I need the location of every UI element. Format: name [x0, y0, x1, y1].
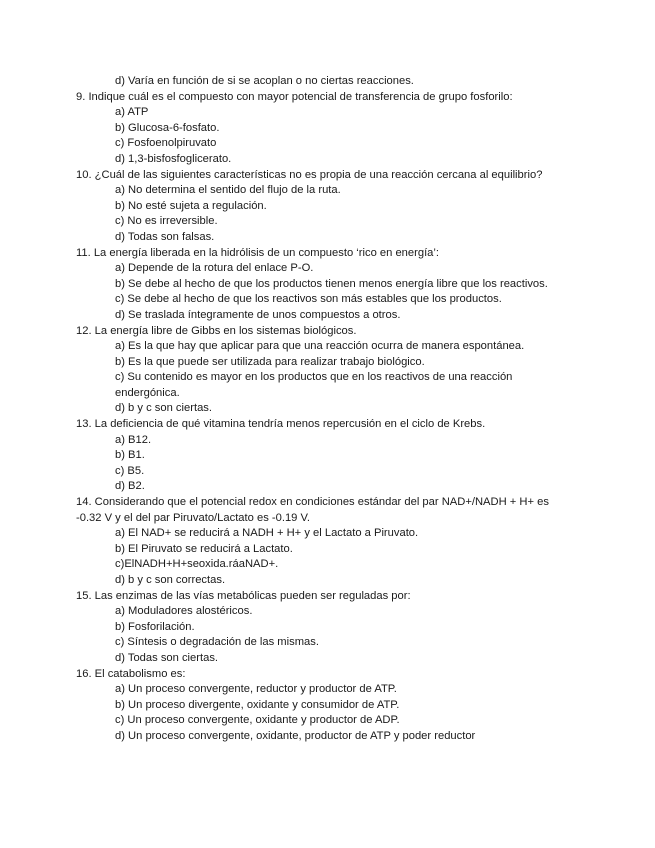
answer-option: d) Un proceso convergente, oxidante, productor de ATP y poder reductor [115, 729, 476, 742]
answer-option: c) Un proceso convergente, oxidante y productor de ADP. [115, 714, 400, 727]
answer-option: c) No es irreversible. [115, 215, 218, 228]
answer-option: b) El Piruvato se reducirá a Lactato. [115, 542, 293, 555]
answer-option: a) Un proceso convergente, reductor y productor de ATP. [115, 683, 397, 696]
answer-option: a) Moduladores alostéricos. [115, 605, 253, 618]
answer-option: d) b y c son ciertas. [115, 402, 212, 415]
answer-option: d) Se traslada íntegramente de unos compuestos a otros. [115, 308, 401, 321]
answer-option: a) El NAD+ se reducirá a NADH + H+ y el Lactato a Piruvato. [115, 527, 419, 540]
question-text: 12. La energía libre de Gibbs en los sistemas biológicos. [76, 324, 357, 337]
answer-option: c) Su contenido es mayor en los productos que en los reactivos de una reacción [115, 371, 513, 384]
answer-option: d) b y c son correctas. [115, 574, 226, 586]
question-text: 15. Las enzimas de las vías metabólicas pueden ser reguladas por: [76, 589, 411, 602]
answer-option: d) Todas son falsas. [115, 230, 215, 243]
answer-option: a) B12. [115, 433, 152, 446]
answer-option: b) No esté sujeta a regulación. [115, 199, 267, 212]
question-text: 14. Considerando que el potencial redox en condiciones estándar del par NAD+/NADH + H+ es [76, 496, 549, 509]
answer-option: d) Varía en función de si se acoplan o no ciertas reacciones. [115, 75, 414, 87]
answer-option: b) B1. [115, 449, 145, 462]
answer-option: c) Fosfoenolpiruvato [115, 137, 217, 150]
answer-option: a) Depende de la rotura del enlace P-O. [115, 262, 314, 275]
question-text: 11. La energía liberada en la hidrólisis de un compuesto ‘rico en energía’: [76, 246, 439, 259]
answer-option: d) 1,3-bisfosfoglicerato. [115, 152, 232, 165]
answer-option: b) Es la que puede ser utilizada para realizar trabajo biológico. [115, 355, 425, 368]
question-text: 9. Indique cuál es el compuesto con mayor potencial de transferencia de grupo fosforilo: [76, 90, 513, 103]
answer-option: endergónica. [115, 386, 180, 399]
question-text-continuation: -0.32 V y el del par Piruvato/Lactato es -0.19 V. [76, 511, 311, 524]
answer-option: c) Síntesis o degradación de las mismas. [115, 636, 319, 649]
question-text: 10. ¿Cuál de las siguientes características no es propia de una reacción cercana al equilibrio? [76, 168, 543, 181]
answer-option: b) Fosforilación. [115, 620, 195, 633]
answer-option: a) Es la que hay que aplicar para que una reacción ocurra de manera espontánea. [115, 340, 525, 353]
answer-option: c) Se debe al hecho de que los reactivos son más estables que los productos. [115, 293, 502, 306]
answer-option: b) Glucosa-6-fosfato. [115, 121, 220, 134]
question-text: 13. La deficiencia de qué vitamina tendría menos repercusión en el ciclo de Krebs. [76, 418, 486, 431]
question-text: 16. El catabolismo es: [76, 667, 186, 680]
document-page [0, 74, 655, 745]
answer-option: b) Un proceso divergente, oxidante y consumidor de ATP. [115, 698, 400, 711]
answer-option: c) B5. [115, 464, 145, 477]
answer-option: d) B2. [115, 480, 145, 493]
answer-option: b) Se debe al hecho de que los productos tienen menos energía libre que los reactivos. [115, 277, 548, 290]
answer-option: a) ATP [115, 106, 149, 119]
answer-option: d) Todas son ciertas. [115, 651, 219, 664]
answer-option: c)ElNADH+H+seoxida.ráaNAD+. [115, 558, 279, 571]
answer-option: a) No determina el sentido del flujo de la ruta. [115, 184, 341, 197]
